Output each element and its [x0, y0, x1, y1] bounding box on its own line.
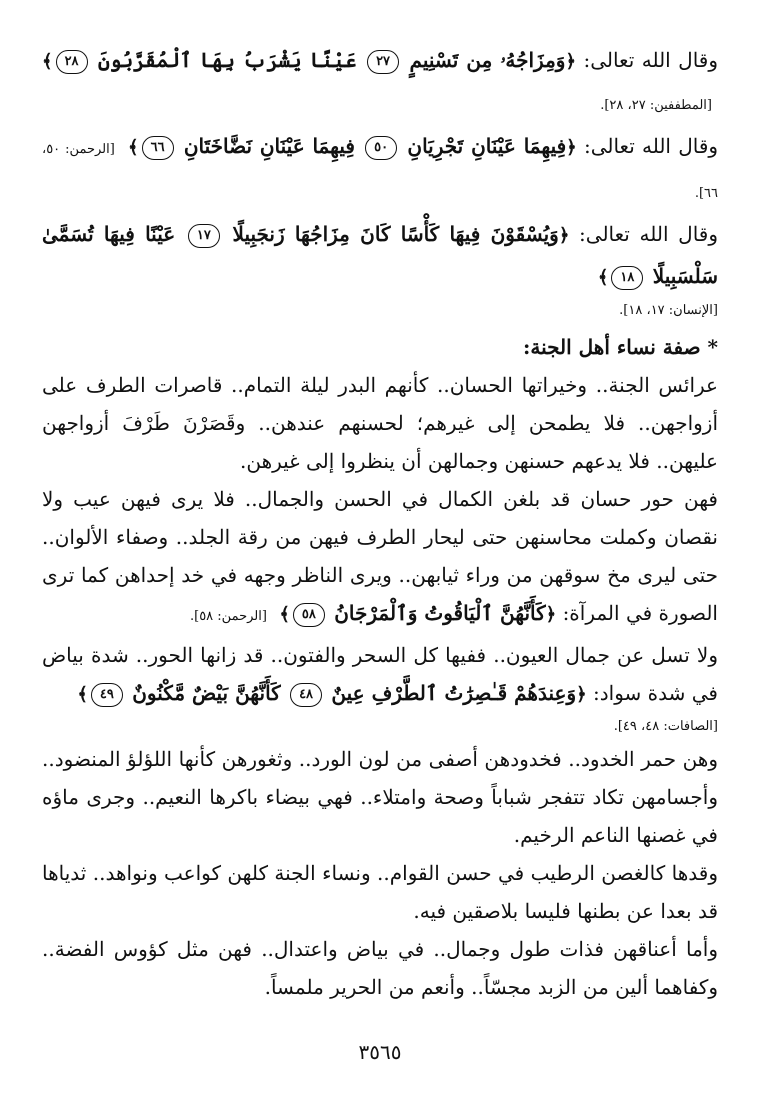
quran-verse: وَمِزَاجُهُۥ مِن تَسْنِيمٍ [409, 48, 566, 72]
verse-reference: [الرحمن: ٥٠، ٦٦]. [42, 142, 718, 201]
verse-intro: وقال الله تعالى: [583, 48, 719, 72]
verse-reference: [الصافات: ٤٨، ٤٩]. [613, 719, 718, 734]
quran-verse: وَعِندَهُمْ قَـٰصِرَٰتُ ٱلطَّرْفِ عِينٌ [331, 681, 577, 705]
bracket-close: ﴾ [77, 684, 88, 705]
section-heading: * صفة نساء أهل الجنة: [523, 335, 718, 359]
quran-verse: فِيهِمَا عَيْنَانِ تَجْرِيَانِ [407, 134, 567, 158]
verse-reference: [المطففين: ٢٧، ٢٨]. [600, 98, 712, 113]
verse-line-1 [42, 40, 718, 126]
ayah-number: ٦٦ [142, 136, 174, 160]
paragraph: وهن حمر الخدود.. فخدودهن أصفى من لون الورد.. وثغورهن كأنها اللؤلؤ المنضود.. وأجسامهن تكاد تتفجر شباباً وصحة وامتلاء.. فهي بيضاء باكرها النعيم.. وجرى ماؤه في غصنها الناعم الرخيم. [42, 747, 718, 847]
bracket-open: ﴿ [558, 225, 570, 246]
page-content [42, 40, 718, 1006]
ayah-number: ١٧ [188, 224, 220, 248]
quran-verse: فِيهِمَا عَيْنَانِ نَضَّاخَتَانِ [183, 134, 355, 158]
verse-intro: وقال الله تعالى: [579, 222, 719, 246]
bracket-close: ﴾ [279, 604, 290, 625]
ayah-number: ٤٩ [91, 683, 123, 707]
bracket-open: ﴿ [545, 604, 557, 625]
bracket-close: ﴾ [128, 137, 139, 158]
ayah-number: ٢٨ [56, 50, 88, 74]
verse-line-2 [42, 126, 718, 214]
verse-reference: [الإنسان: ١٧، ١٨]. [619, 303, 718, 318]
verse-line-3 [42, 214, 718, 298]
ayah-number: ٥٨ [293, 603, 325, 627]
paragraph-text: ولا تسل عن جمال العيون.. ففيها كل السحر والفتون.. قد زانها الحور.. شدة بياض في شدة سواد: [42, 643, 718, 705]
ayah-number: ١٨ [611, 266, 643, 290]
bracket-open: ﴿ [576, 684, 587, 705]
ayah-number: ٤٨ [290, 683, 322, 707]
paragraph: وقدها كالغصن الرطيب في حسن القوام.. ونساء الجنة كلهن كواعب ونواهد.. ثدياها قد بعدا عن بطنها فليسا بلاصقين فيه. [42, 861, 718, 923]
quran-verse: عَيْنًا يَشْرَبُ بِهَا ٱلْمُقَرَّبُونَ [98, 48, 357, 72]
paragraph: وأما أعناقهن فذات طول وجمال.. في بياض واعتدال.. فهن مثل كؤوس الفضة.. وكفاهما ألين من الزبد مجسّاً.. وأنعم من الحرير ملمساً. [42, 937, 718, 999]
quran-verse: عَيْنًا فِيهَا تُسَمَّىٰ سَلْسَبِيلًا [42, 222, 718, 288]
paragraph [42, 480, 718, 636]
quran-verse: وَيُسْقَوْنَ فِيهَا كَأْسًا كَانَ مِزَاجُهَا زَنجَبِيلًا [232, 222, 559, 246]
quran-verse: كَأَنَّهُنَّ ٱلْيَاقُوتُ وَٱلْمَرْجَانُ [334, 601, 546, 625]
bracket-close: ﴾ [597, 267, 609, 288]
paragraph: عرائس الجنة.. وخيراتها الحسان.. كأنهم البدر ليلة التمام.. قاصرات الطرف على أزواجهن.. فلا يطمحن إلى غيرهم؛ لحسنهم عندهن.. وقَصَرْنَ طَرْفَ أزواجهن عليهن.. فلا يدعهم حسنهن وجمالهن أن ينظروا إلى غيرهن. [42, 373, 718, 473]
bracket-open: ﴿ [565, 51, 576, 72]
ayah-number: ٥٠ [365, 136, 397, 160]
bracket-close: ﴾ [42, 51, 53, 72]
verse-intro: وقال الله تعالى: [583, 134, 719, 158]
verse-reference: [الرحمن: ٥٨]. [189, 609, 267, 624]
page-number: ٣٥٦٥ [358, 1040, 402, 1064]
paragraph-text: فهن حور حسان قد بلغن الكمال في الحسن والجمال.. فلا يرى فيهن عيب ولا نقصان وكملت محاسنهن حتى ليحار الطرف فيهن من رقة الجلد.. وصفاء الألوان.. حتى ليرى مخ سوقهن من وراء ثيابهن.. ويرى الناظر وجهه في خد إحداهن كما ترى الصورة في المرآة: [42, 487, 718, 625]
ayah-number: ٢٧ [367, 50, 399, 74]
bracket-open: ﴿ [566, 137, 577, 158]
paragraph [42, 636, 718, 714]
quran-verse: كَأَنَّهُنَّ بَيْضٌ مَّكْنُونٌ [132, 681, 281, 705]
